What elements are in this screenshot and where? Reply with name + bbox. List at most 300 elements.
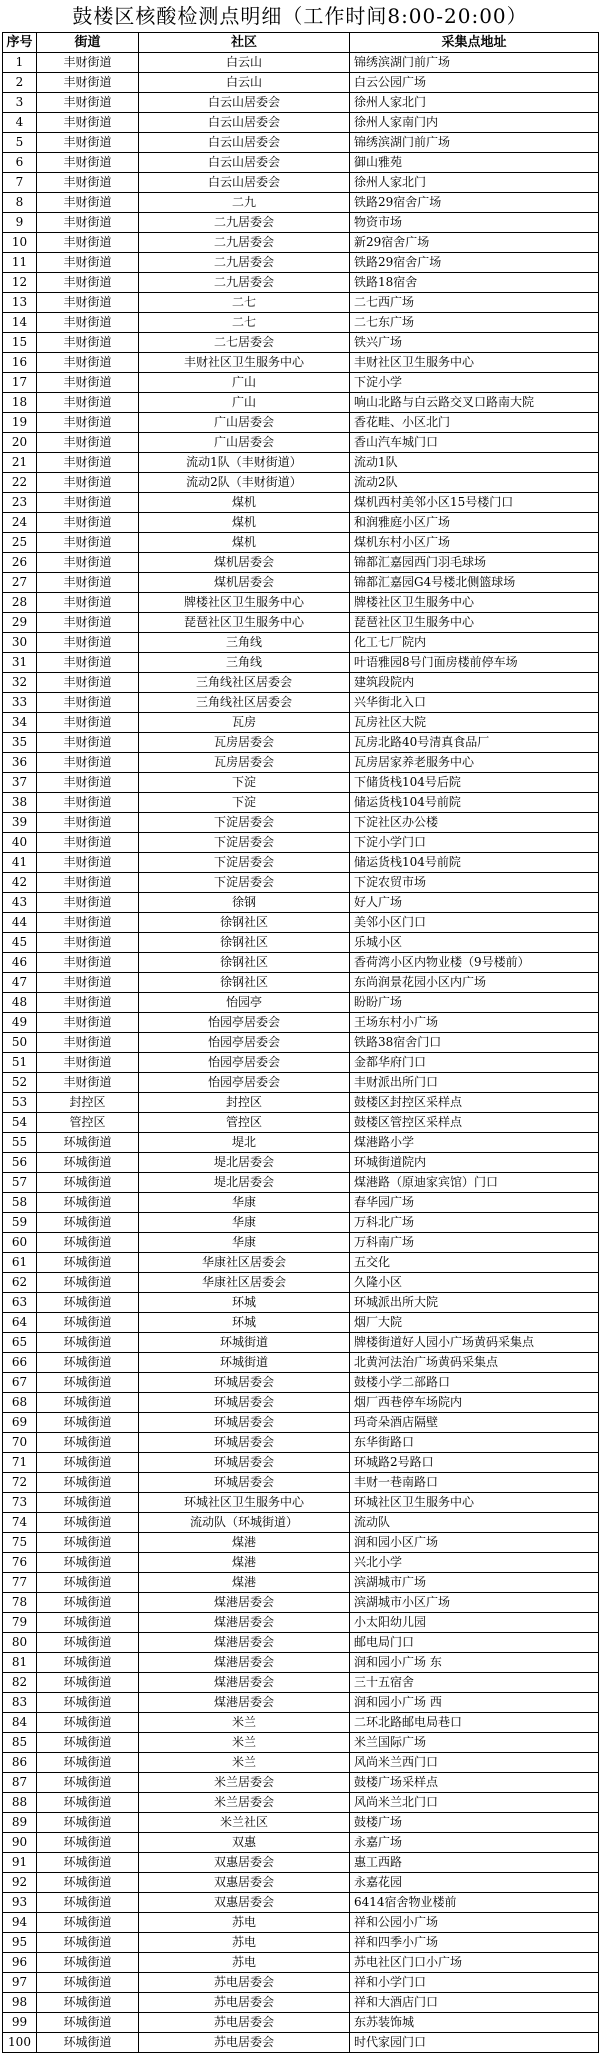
cell-street: 环城街道 [37,1993,139,2013]
table-row [3,1613,599,1633]
table-row [3,1533,599,1553]
cell-street: 丰财街道 [37,873,139,893]
cell-community: 下淀居委会 [139,853,350,873]
cell-street: 丰财街道 [37,193,139,213]
table-row [3,613,599,633]
cell-community: 三角线 [139,633,350,653]
cell-address: 东苏装饰城 [350,2013,599,2033]
cell-community: 广山居委会 [139,433,350,453]
cell-address: 祥和四季小广场 [350,1933,599,1953]
cell-community: 堤北居委会 [139,1173,350,1193]
cell-number: 90 [3,1833,37,1853]
cell-street: 丰财街道 [37,753,139,773]
cell-number: 48 [3,993,37,1013]
cell-number: 26 [3,553,37,573]
table-row [3,1753,599,1773]
table-row [3,1713,599,1733]
cell-community: 煤港居委会 [139,1693,350,1713]
table-row [3,1993,599,2013]
cell-number: 28 [3,593,37,613]
cell-number: 8 [3,193,37,213]
cell-community: 怡园亭 [139,993,350,1013]
cell-street: 环城街道 [37,2033,139,2053]
cell-community: 苏电 [139,1953,350,1973]
cell-number: 66 [3,1353,37,1373]
cell-street: 环城街道 [37,1133,139,1153]
cell-address: 香山汽车城门口 [350,433,599,453]
cell-street: 环城街道 [37,1673,139,1693]
cell-community: 煤港居委会 [139,1613,350,1633]
cell-street: 封控区 [37,1093,139,1113]
cell-address: 煤港路（原迪家宾馆）门口 [350,1173,599,1193]
cell-street: 丰财街道 [37,1073,139,1093]
cell-community: 下淀 [139,793,350,813]
cell-community: 白云山居委会 [139,113,350,133]
cell-number: 23 [3,493,37,513]
cell-address: 盼盼广场 [350,993,599,1013]
cell-number: 91 [3,1853,37,1873]
cell-address: 惠工西路 [350,1853,599,1873]
cell-address: 三十五宿舍 [350,1673,599,1693]
table-row [3,733,599,753]
cell-community: 双惠居委会 [139,1853,350,1873]
cell-community: 煤港居委会 [139,1653,350,1673]
cell-community: 华康 [139,1193,350,1213]
cell-number: 76 [3,1553,37,1573]
cell-street: 丰财街道 [37,993,139,1013]
cell-address: 润和园小广场 西 [350,1693,599,1713]
cell-community: 华康社区居委会 [139,1273,350,1293]
cell-street: 丰财街道 [37,953,139,973]
table-row [3,1793,599,1813]
table-row [3,133,599,153]
table-row [3,1033,599,1053]
cell-street: 丰财街道 [37,213,139,233]
cell-street: 丰财街道 [37,633,139,653]
cell-number: 11 [3,253,37,273]
cell-number: 80 [3,1633,37,1653]
cell-address: 春华园广场 [350,1193,599,1213]
cell-address: 东华街路口 [350,1433,599,1453]
cell-address: 琵琶社区卫生服务中心 [350,613,599,633]
cell-community: 环城居委会 [139,1433,350,1453]
cell-address: 兴北小学 [350,1553,599,1573]
cell-community: 煤港居委会 [139,1593,350,1613]
cell-street: 环城街道 [37,1973,139,1993]
cell-number: 10 [3,233,37,253]
cell-community: 环城街道 [139,1353,350,1373]
table-row [3,1493,599,1513]
table-row [3,793,599,813]
table-row [3,53,599,73]
cell-number: 82 [3,1673,37,1693]
cell-number: 5 [3,133,37,153]
header-street: 街道 [37,33,139,53]
cell-address: 乐城小区 [350,933,599,953]
cell-address: 铁路18宿舍 [350,273,599,293]
cell-street: 丰财街道 [37,313,139,333]
cell-street: 环城街道 [37,2013,139,2033]
cell-community: 下淀居委会 [139,813,350,833]
cell-address: 储运货栈104号前院 [350,853,599,873]
table-row [3,293,599,313]
cell-number: 79 [3,1613,37,1633]
cell-community: 白云山居委会 [139,173,350,193]
cell-community: 徐钢社区 [139,973,350,993]
cell-street: 环城街道 [37,1793,139,1813]
cell-street: 丰财街道 [37,653,139,673]
cell-number: 39 [3,813,37,833]
table-row [3,1353,599,1373]
table-row [3,1873,599,1893]
cell-number: 7 [3,173,37,193]
cell-address: 邮电局门口 [350,1633,599,1653]
cell-street: 环城街道 [37,1573,139,1593]
table-row [3,1373,599,1393]
cell-street: 环城街道 [37,1453,139,1473]
cell-address: 美邻小区门口 [350,913,599,933]
cell-community: 苏电居委会 [139,1993,350,2013]
cell-number: 62 [3,1273,37,1293]
cell-number: 9 [3,213,37,233]
cell-number: 65 [3,1333,37,1353]
cell-street: 环城街道 [37,1273,139,1293]
cell-address: 好人广场 [350,893,599,913]
cell-address: 烟厂大院 [350,1313,599,1333]
cell-number: 41 [3,853,37,873]
cell-community: 流动队（环城街道） [139,1513,350,1533]
cell-street: 环城街道 [37,1333,139,1353]
cell-address: 下淀小学门口 [350,833,599,853]
cell-address: 流动1队 [350,453,599,473]
cell-street: 环城街道 [37,1433,139,1453]
cell-address: 苏电社区门口小广场 [350,1953,599,1973]
cell-community: 环城居委会 [139,1393,350,1413]
cell-address: 牌楼街道好人园小广场黄码采集点 [350,1333,599,1353]
cell-community: 二九 [139,193,350,213]
cell-number: 89 [3,1813,37,1833]
cell-street: 丰财街道 [37,273,139,293]
cell-street: 环城街道 [37,1553,139,1573]
table-row [3,753,599,773]
table-row [3,433,599,453]
cell-street: 环城街道 [37,1533,139,1553]
cell-address: 鼓楼区管控区采样点 [350,1113,599,1133]
cell-community: 二九居委会 [139,233,350,253]
cell-community: 环城居委会 [139,1453,350,1473]
page-title: 鼓楼区核酸检测点明细（工作时间8:00-20:00） [72,4,528,28]
cell-community: 双惠居委会 [139,1893,350,1913]
cell-number: 15 [3,333,37,353]
cell-street: 环城街道 [37,1733,139,1753]
table-row [3,933,599,953]
cell-number: 94 [3,1913,37,1933]
table-row [3,413,599,433]
table-row [3,313,599,333]
cell-address: 滨湖城市小区广场 [350,1593,599,1613]
cell-address: 小太阳幼儿园 [350,1613,599,1633]
table-row [3,353,599,373]
cell-community: 环城社区卫生服务中心 [139,1493,350,1513]
cell-number: 3 [3,93,37,113]
cell-community: 二七 [139,313,350,333]
cell-address: 牌楼社区卫生服务中心 [350,593,599,613]
cell-address: 润和园小区广场 [350,1533,599,1553]
cell-number: 86 [3,1753,37,1773]
cell-community: 下淀居委会 [139,873,350,893]
cell-street: 丰财街道 [37,893,139,913]
cell-address: 时代家园门口 [350,2033,599,2053]
cell-number: 17 [3,373,37,393]
table-row [3,2013,599,2033]
table-row [3,1553,599,1573]
cell-address: 白云公园广场 [350,73,599,93]
cell-address: 环城街道院内 [350,1153,599,1173]
cell-number: 60 [3,1233,37,1253]
cell-community: 双惠 [139,1833,350,1853]
cell-number: 34 [3,713,37,733]
cell-number: 45 [3,933,37,953]
cell-address: 流动队 [350,1513,599,1533]
table-row [3,853,599,873]
table-row [3,1693,599,1713]
cell-community: 环城居委会 [139,1413,350,1433]
cell-address: 和润雅庭小区广场 [350,513,599,533]
cell-number: 14 [3,313,37,333]
cell-community: 华康社区居委会 [139,1253,350,1273]
cell-number: 32 [3,673,37,693]
cell-street: 环城街道 [37,1813,139,1833]
cell-number: 96 [3,1953,37,1973]
cell-number: 43 [3,893,37,913]
cell-address: 锦绣滨湖门前广场 [350,53,599,73]
cell-address: 瓦房居家养老服务中心 [350,753,599,773]
cell-number: 84 [3,1713,37,1733]
table-row [3,1853,599,1873]
cell-address: 风尚米兰西门口 [350,1753,599,1773]
cell-address: 鼓楼广场 [350,1813,599,1833]
cell-community: 二七居委会 [139,333,350,353]
cell-number: 19 [3,413,37,433]
cell-address: 丰财一巷南路口 [350,1473,599,1493]
cell-street: 丰财街道 [37,1053,139,1073]
cell-street: 环城街道 [37,1253,139,1273]
header-community: 社区 [139,33,350,53]
cell-number: 74 [3,1513,37,1533]
cell-number: 6 [3,153,37,173]
cell-street: 丰财街道 [37,513,139,533]
cell-street: 丰财街道 [37,673,139,693]
cell-street: 管控区 [37,1113,139,1133]
cell-number: 81 [3,1653,37,1673]
cell-address: 煤机西村美邻小区15号楼门口 [350,493,599,513]
table-row [3,1953,599,1973]
cell-number: 4 [3,113,37,133]
table-row [3,1193,599,1213]
cell-street: 环城街道 [37,1853,139,1873]
table-row [3,633,599,653]
cell-number: 35 [3,733,37,753]
cell-address: 徐州人家北门 [350,173,599,193]
table-row [3,713,599,733]
table-row [3,1813,599,1833]
cell-address: 万科南广场 [350,1233,599,1253]
cell-number: 25 [3,533,37,553]
cell-community: 下淀 [139,773,350,793]
cell-community: 白云山 [139,53,350,73]
cell-address: 锦都汇嘉园G4号楼北侧篮球场 [350,573,599,593]
table-row [3,253,599,273]
cell-community: 环城 [139,1293,350,1313]
header-number: 序号 [3,33,37,53]
cell-community: 环城街道 [139,1333,350,1353]
cell-address: 6414宿舍物业楼前 [350,1893,599,1913]
table-row [3,1293,599,1313]
cell-street: 丰财街道 [37,413,139,433]
table-row [3,373,599,393]
table-row [3,953,599,973]
cell-street: 环城街道 [37,1213,139,1233]
cell-community: 白云山居委会 [139,133,350,153]
cell-number: 78 [3,1593,37,1613]
cell-street: 环城街道 [37,1233,139,1253]
cell-street: 丰财街道 [37,713,139,733]
cell-address: 滨湖城市广场 [350,1573,599,1593]
cell-street: 环城街道 [37,1753,139,1773]
cell-number: 87 [3,1773,37,1793]
cell-community: 怡园亭居委会 [139,1073,350,1093]
cell-community: 广山居委会 [139,413,350,433]
cell-number: 42 [3,873,37,893]
table-row [3,1593,599,1613]
cell-street: 丰财街道 [37,733,139,753]
cell-street: 丰财街道 [37,353,139,373]
table-row [3,73,599,93]
cell-address: 祥和公园小广场 [350,1913,599,1933]
cell-number: 12 [3,273,37,293]
cell-community: 环城 [139,1313,350,1333]
cell-street: 环城街道 [37,1773,139,1793]
cell-address: 锦绣滨湖门前广场 [350,133,599,153]
cell-number: 2 [3,73,37,93]
cell-street: 丰财街道 [37,53,139,73]
cell-street: 丰财街道 [37,773,139,793]
cell-street: 丰财街道 [37,853,139,873]
cell-community: 封控区 [139,1093,350,1113]
table-row [3,453,599,473]
cell-community: 徐钢社区 [139,913,350,933]
cell-community: 白云山居委会 [139,153,350,173]
cell-street: 丰财街道 [37,933,139,953]
cell-number: 47 [3,973,37,993]
cell-community: 煤港 [139,1553,350,1573]
cell-street: 环城街道 [37,1613,139,1633]
table-row [3,1233,599,1253]
cell-address: 建筑段院内 [350,673,599,693]
table-row [3,213,599,233]
cell-street: 环城街道 [37,1953,139,1973]
table-row [3,1093,599,1113]
cell-number: 29 [3,613,37,633]
cell-street: 丰财街道 [37,253,139,273]
table-row [3,173,599,193]
cell-street: 丰财街道 [37,293,139,313]
table-row [3,1453,599,1473]
cell-number: 16 [3,353,37,373]
cell-number: 18 [3,393,37,413]
table-row [3,653,599,673]
cell-address: 储运货栈104号前院 [350,793,599,813]
table-row [3,1313,599,1333]
cell-number: 92 [3,1873,37,1893]
cell-number: 59 [3,1213,37,1233]
table-row [3,473,599,493]
cell-community: 米兰 [139,1733,350,1753]
cell-address: 润和园小广场 东 [350,1653,599,1673]
cell-street: 环城街道 [37,1193,139,1213]
table-row [3,1393,599,1413]
cell-address: 王场东村小广场 [350,1013,599,1033]
cell-number: 37 [3,773,37,793]
cell-number: 71 [3,1453,37,1473]
cell-street: 丰财街道 [37,373,139,393]
cell-street: 丰财街道 [37,533,139,553]
cell-number: 49 [3,1013,37,1033]
table-row [3,1333,599,1353]
cell-street: 丰财街道 [37,133,139,153]
cell-community: 环城居委会 [139,1373,350,1393]
cell-community: 怡园亭居委会 [139,1013,350,1033]
cell-street: 丰财街道 [37,553,139,573]
cell-address: 徐州人家南门内 [350,113,599,133]
cell-address: 下淀小学 [350,373,599,393]
table-row [3,93,599,113]
cell-community: 下淀居委会 [139,833,350,853]
table-row [3,993,599,1013]
cell-number: 70 [3,1433,37,1453]
table-row [3,1633,599,1653]
cell-community: 煤港居委会 [139,1673,350,1693]
cell-street: 丰财街道 [37,233,139,253]
cell-street: 环城街道 [37,1153,139,1173]
cell-address: 锦都汇嘉园西门羽毛球场 [350,553,599,573]
cell-address: 环城派出所大院 [350,1293,599,1313]
table-row [3,1933,599,1953]
cell-street: 丰财街道 [37,493,139,513]
cell-number: 63 [3,1293,37,1313]
cell-community: 煤机 [139,493,350,513]
table-row [3,2033,599,2053]
cell-street: 丰财街道 [37,573,139,593]
cell-number: 99 [3,2013,37,2033]
cell-address: 叶语雅园8号门面房楼前停车场 [350,653,599,673]
table-row [3,1153,599,1173]
cell-community: 米兰社区 [139,1813,350,1833]
cell-street: 环城街道 [37,1933,139,1953]
cell-address: 下储货栈104号后院 [350,773,599,793]
cell-community: 双惠居委会 [139,1873,350,1893]
table-row [3,1513,599,1533]
cell-community: 环城居委会 [139,1473,350,1493]
table-row [3,1773,599,1793]
table-row [3,1113,599,1133]
table-row [3,1673,599,1693]
cell-community: 苏电居委会 [139,2013,350,2033]
cell-street: 丰财街道 [37,113,139,133]
table-row [3,1973,599,1993]
cell-number: 58 [3,1193,37,1213]
cell-address: 二环北路邮电局巷口 [350,1713,599,1733]
